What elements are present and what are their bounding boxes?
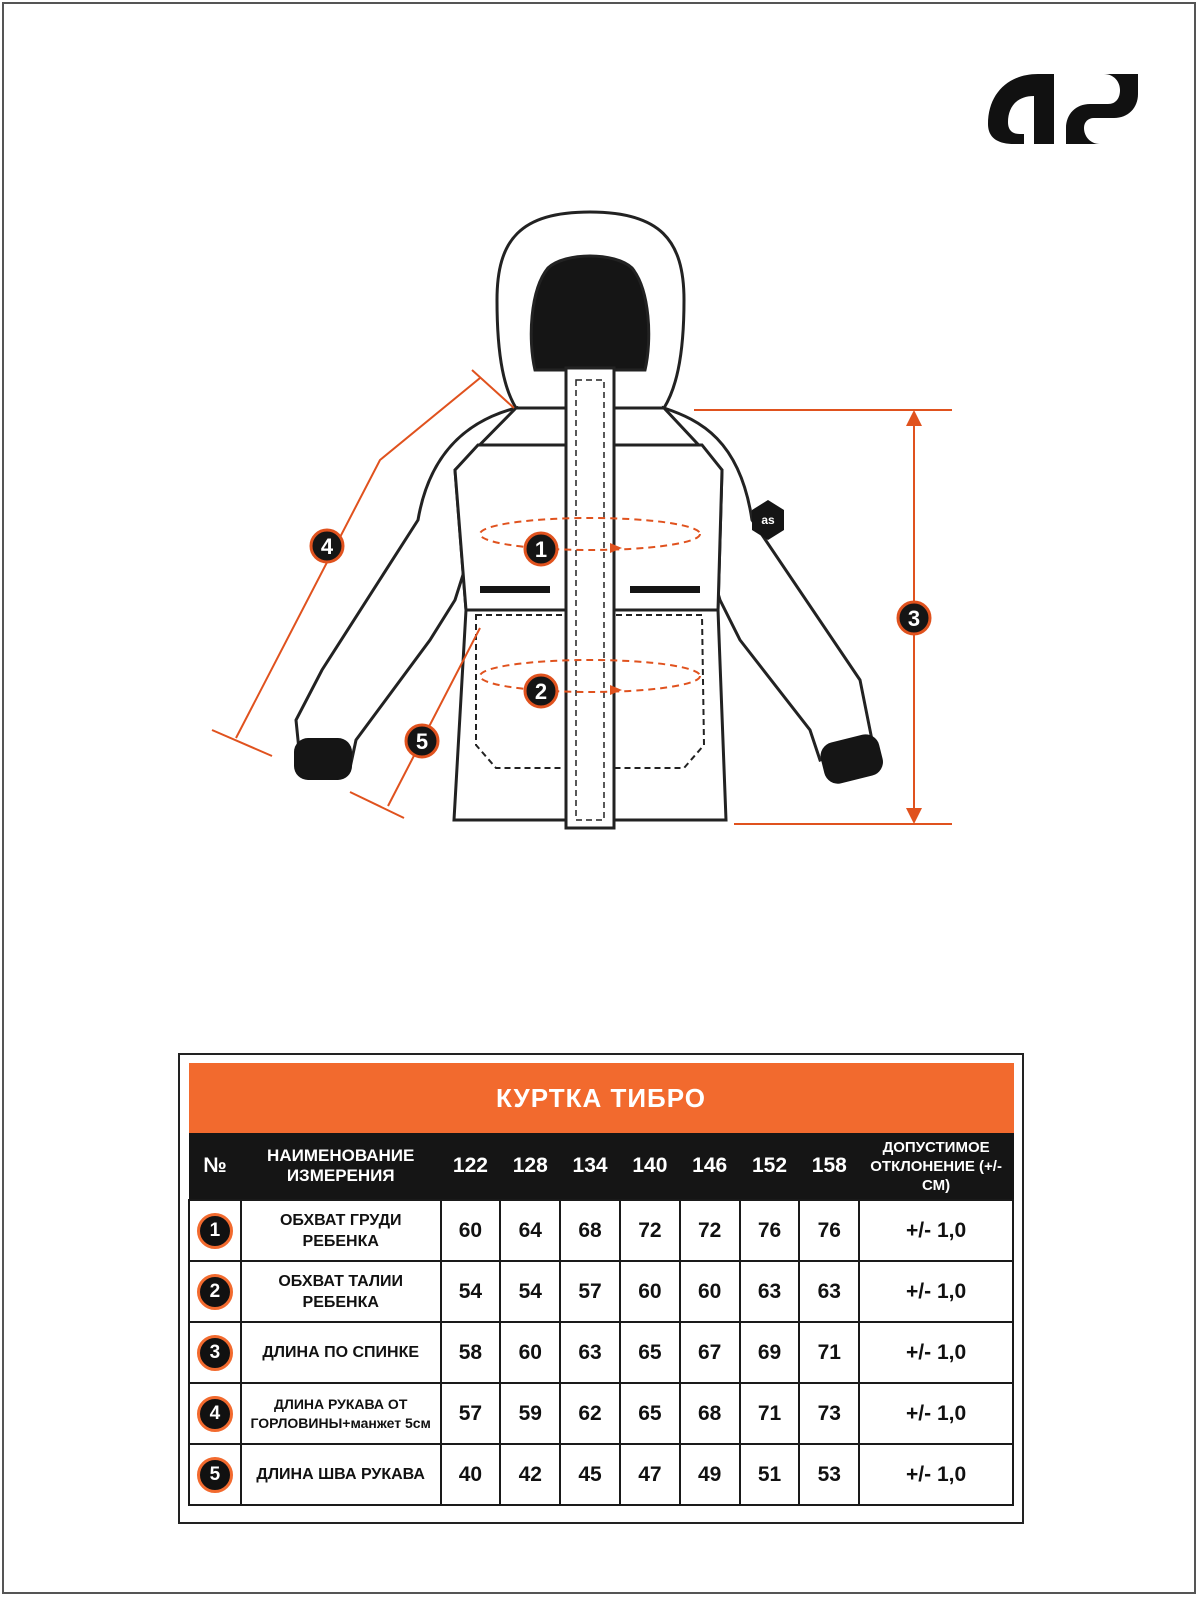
svg-text:1: 1 [534,537,548,562]
size-value: 67 [680,1322,740,1383]
size-value: 60 [441,1200,501,1261]
row-number-badge: 5 [197,1457,233,1493]
size-value: 60 [500,1322,560,1383]
size-table [188,1063,1014,1506]
size-value: 51 [740,1444,800,1505]
marker-4 [311,530,343,562]
size-value: 47 [620,1444,680,1505]
size-value: 73 [799,1383,859,1444]
deviation-value: +/- 1,0 [859,1383,1013,1444]
marker-3 [898,602,930,634]
measurement-name: ОБХВАТ ГРУДИ РЕБЕНКА [241,1200,441,1261]
header-size: 146 [680,1133,740,1201]
header-number: № [189,1133,241,1201]
header-size: 140 [620,1133,680,1201]
header-deviation: ДОПУСТИМОЕ ОТКЛОНЕНИЕ (+/-СМ) [859,1133,1013,1201]
header-size: 152 [740,1133,800,1201]
deviation-value: +/- 1,0 [859,1322,1013,1383]
size-value: 49 [680,1444,740,1505]
deviation-value: +/- 1,0 [859,1200,1013,1261]
row-number-badge: 4 [197,1396,233,1432]
size-value: 54 [500,1261,560,1322]
marker-5 [406,725,438,757]
deviation-value: +/- 1,0 [859,1444,1013,1505]
size-value: 65 [620,1383,680,1444]
size-value: 71 [740,1383,800,1444]
size-value: 68 [680,1383,740,1444]
size-value: 60 [620,1261,680,1322]
size-value: 60 [680,1261,740,1322]
row-number-badge: 1 [197,1213,233,1249]
left-cuff [294,738,352,780]
size-value: 68 [560,1200,620,1261]
size-value: 63 [560,1322,620,1383]
table-title: КУРТКА ТИБРО [189,1064,1013,1133]
measurement-name: ДЛИНА ПО СПИНКЕ [241,1322,441,1383]
size-value: 42 [500,1444,560,1505]
size-value: 69 [740,1322,800,1383]
size-value: 40 [441,1444,501,1505]
right-chest-zip [630,586,700,593]
header-size: 128 [500,1133,560,1201]
size-value: 45 [560,1444,620,1505]
size-value: 65 [620,1322,680,1383]
size-value: 76 [740,1200,800,1261]
table-row [189,1383,1013,1444]
svg-text:as: as [761,513,775,527]
header-size: 122 [441,1133,501,1201]
jacket-body [296,212,872,828]
svg-text:2: 2 [534,679,548,704]
size-value: 63 [799,1261,859,1322]
row-number-badge: 3 [197,1335,233,1371]
header-size: 134 [560,1133,620,1201]
size-value: 59 [500,1383,560,1444]
size-value: 58 [441,1322,501,1383]
size-value: 57 [560,1261,620,1322]
table-row [189,1444,1013,1505]
header-name: НАИМЕНОВАНИЕ ИЗМЕРЕНИЯ [241,1133,441,1201]
left-chest-zip [480,586,550,593]
marker-1 [525,533,557,565]
size-value: 72 [680,1200,740,1261]
measurement-name: ДЛИНА РУКАВА ОТ ГОРЛОВИНЫ+манжет 5см [241,1383,441,1444]
table-row [189,1200,1013,1261]
size-value: 64 [500,1200,560,1261]
size-value: 63 [740,1261,800,1322]
svg-text:5: 5 [415,729,429,754]
measurement-name: ОБХВАТ ТАЛИИ РЕБЕНКА [241,1261,441,1322]
size-value: 71 [799,1322,859,1383]
size-value: 62 [560,1383,620,1444]
table-row [189,1322,1013,1383]
size-value: 57 [441,1383,501,1444]
measurement-name: ДЛИНА ШВА РУКАВА [241,1444,441,1505]
header-size: 158 [799,1133,859,1201]
svg-text:3: 3 [907,606,921,631]
row-number-badge: 2 [197,1274,233,1310]
table-row [189,1261,1013,1322]
deviation-value: +/- 1,0 [859,1261,1013,1322]
size-chart [178,1053,1024,1524]
size-value: 76 [799,1200,859,1261]
size-value: 72 [620,1200,680,1261]
table-header-row [189,1133,1013,1201]
svg-text:4: 4 [320,534,334,559]
size-value: 53 [799,1444,859,1505]
marker-2 [525,675,557,707]
size-value: 54 [441,1261,501,1322]
